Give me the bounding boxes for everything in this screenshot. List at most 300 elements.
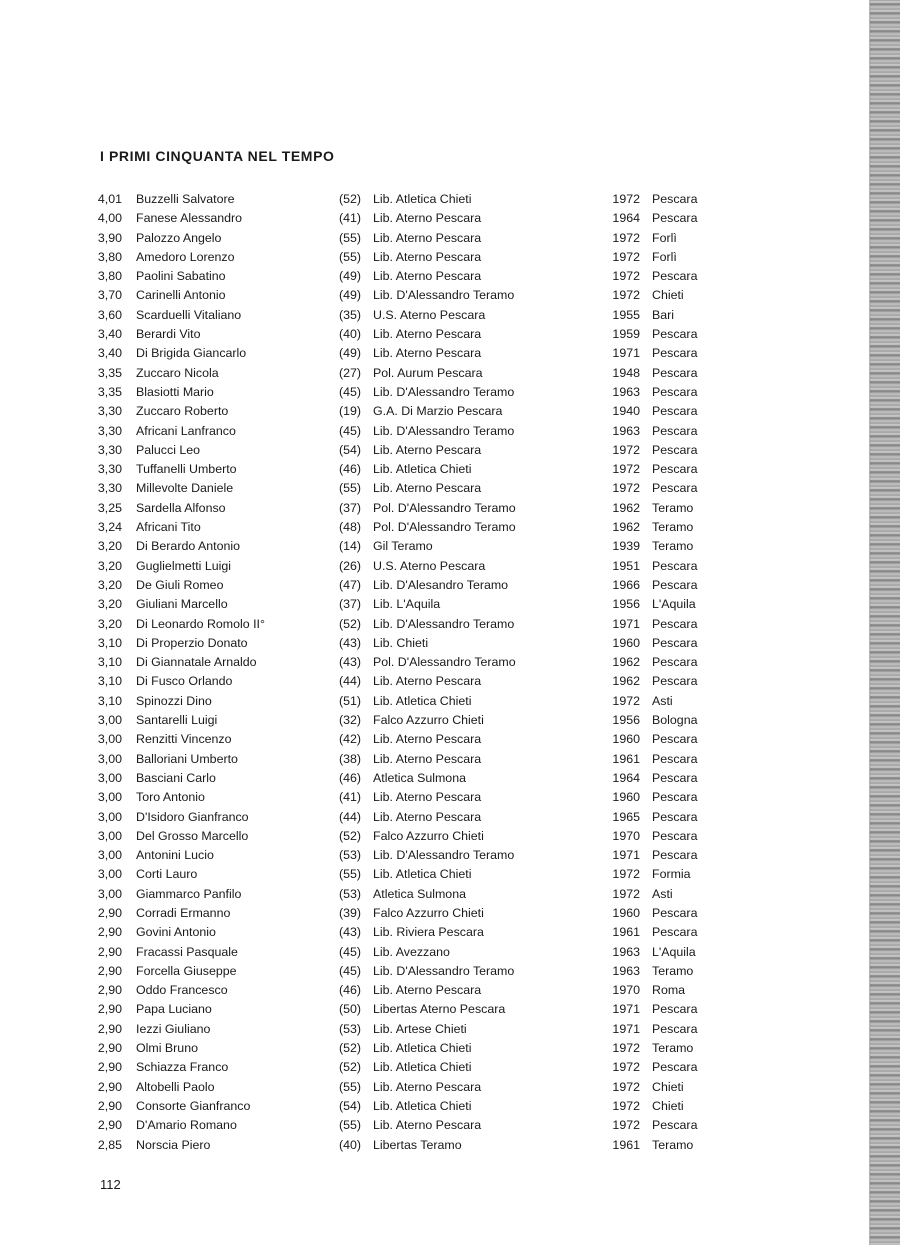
mark-cell: 3,00 (97, 848, 122, 863)
athlete-name: Consorte Gianfranco (136, 1098, 251, 1113)
record-place: Asti (652, 886, 673, 901)
athlete-name: Schiazza Franco (136, 1060, 229, 1075)
mark-cell: 2,90 (97, 963, 122, 978)
record-year: 1972 (612, 693, 640, 708)
list-item (0, 808, 868, 827)
list-item (0, 788, 868, 807)
club-name: Lib. Aterno Pescara (373, 211, 482, 226)
club-name: Lib. Aterno Pescara (373, 442, 482, 457)
athlete-name: D'Isidoro Gianfranco (136, 809, 249, 824)
athlete-name: Renzitti Vincenzo (136, 732, 232, 747)
record-place: Pescara (652, 1021, 698, 1036)
record-year: 1956 (612, 597, 640, 612)
list-item (0, 730, 868, 749)
list-item (0, 1039, 868, 1058)
record-year: 1972 (612, 1118, 640, 1133)
record-place: Pescara (652, 442, 698, 457)
athlete-name: Di Berardo Antonio (136, 539, 241, 554)
athlete-name: Paolini Sabatino (136, 269, 226, 284)
list-item (0, 402, 868, 421)
mark-cell: 3,90 (97, 230, 122, 245)
club-name: Lib. Aterno Pescara (373, 809, 482, 824)
athlete-name: Fracassi Pasquale (136, 944, 238, 959)
athlete-name: Di Properzio Donato (136, 635, 248, 650)
record-year: 1955 (612, 307, 640, 322)
record-year: 1948 (612, 365, 640, 380)
mark-cell: 2,90 (97, 1041, 122, 1056)
list-item (0, 422, 868, 441)
record-place: Pescara (652, 828, 698, 843)
list-item (0, 267, 868, 286)
list-item (0, 981, 868, 1000)
record-place: Pescara (652, 365, 698, 380)
mark-cell: 3,40 (97, 327, 122, 342)
record-place: Pescara (652, 404, 698, 419)
record-place: L'Aquila (652, 944, 696, 959)
list-item (0, 653, 868, 672)
mark-cell: 3,20 (97, 597, 122, 612)
mark-cell: 3,20 (97, 577, 122, 592)
birth-year: (49) (338, 288, 361, 303)
club-name: Lib. Aterno Pescara (373, 732, 482, 747)
club-name: Lib. D'Alessandro Teramo (373, 848, 515, 863)
record-place: Pescara (652, 848, 698, 863)
record-year: 1971 (612, 848, 640, 863)
mark-cell: 3,00 (97, 809, 122, 824)
record-year: 1963 (612, 944, 640, 959)
list-item (0, 943, 868, 962)
mark-cell: 2,90 (97, 1002, 122, 1017)
birth-year: (51) (338, 693, 361, 708)
birth-year: (50) (338, 1002, 361, 1017)
birth-year: (52) (338, 1060, 361, 1075)
birth-year: (46) (338, 983, 361, 998)
birth-year: (32) (338, 713, 361, 728)
athlete-name: Antonini Lucio (136, 848, 214, 863)
athlete-name: Berardi Vito (136, 327, 201, 342)
mark-cell: 3,30 (97, 442, 122, 457)
club-name: Libertas Aterno Pescara (373, 1002, 506, 1017)
birth-year: (55) (338, 867, 361, 882)
record-place: Forlì (652, 230, 677, 245)
athlete-name: Papa Luciano (136, 1002, 212, 1017)
birth-year: (40) (338, 327, 361, 342)
athlete-name: Govini Antonio (136, 925, 216, 940)
mark-cell: 2,90 (97, 1098, 122, 1113)
record-year: 1960 (612, 732, 640, 747)
mark-cell: 3,25 (97, 500, 122, 515)
record-year: 1960 (612, 635, 640, 650)
list-item (0, 537, 868, 556)
athlete-name: Toro Antonio (136, 790, 205, 805)
club-name: Lib. Atletica Chieti (373, 1041, 472, 1056)
list-item (0, 460, 868, 479)
record-place: Pescara (652, 346, 698, 361)
athlete-name: Di Leonardo Romolo II° (136, 616, 265, 631)
record-place: Pescara (652, 770, 698, 785)
list-item (0, 750, 868, 769)
club-name: Lib. Aterno Pescara (373, 751, 482, 766)
club-name: Lib. D'Alessandro Teramo (373, 963, 515, 978)
club-name: Lib. Aterno Pescara (373, 1079, 482, 1094)
list-item (0, 1116, 868, 1135)
record-year: 1972 (612, 867, 640, 882)
list-item (0, 1078, 868, 1097)
record-place: Pescara (652, 751, 698, 766)
record-place: Teramo (652, 1041, 694, 1056)
mark-cell: 3,00 (97, 770, 122, 785)
club-name: Lib. Avezzano (373, 944, 450, 959)
list-item (0, 518, 868, 537)
list-item (0, 595, 868, 614)
athlete-name: Di Giannatale Arnaldo (136, 655, 257, 670)
birth-year: (45) (338, 384, 361, 399)
record-place: Pescara (652, 635, 698, 650)
mark-cell: 3,00 (97, 867, 122, 882)
club-name: Lib. Chieti (373, 635, 429, 650)
birth-year: (43) (338, 635, 361, 650)
record-place: Pescara (652, 616, 698, 631)
athlete-name: Corradi Ermanno (136, 905, 231, 920)
record-year: 1963 (612, 423, 640, 438)
record-year: 1966 (612, 577, 640, 592)
list-item (0, 1097, 868, 1116)
birth-year: (52) (338, 828, 361, 843)
club-name: Lib. Aterno Pescara (373, 1118, 482, 1133)
record-year: 1972 (612, 1098, 640, 1113)
record-year: 1972 (612, 230, 640, 245)
page-number: 112 (100, 1177, 121, 1192)
record-place: Pescara (652, 925, 698, 940)
record-year: 1960 (612, 790, 640, 805)
club-name: Falco Azzurro Chieti (373, 713, 484, 728)
club-name: Lib. D'Alesandro Teramo (373, 577, 509, 592)
list-item (0, 479, 868, 498)
record-place: Pescara (652, 1118, 698, 1133)
mark-cell: 3,00 (97, 751, 122, 766)
club-name: Pol. D'Alessandro Teramo (373, 500, 516, 515)
list-item (0, 325, 868, 344)
record-year: 1972 (612, 462, 640, 477)
list-item (0, 827, 868, 846)
athlete-name: Amedoro Lorenzo (136, 249, 235, 264)
athlete-name: Buzzelli Salvatore (136, 192, 235, 206)
birth-year: (44) (338, 809, 361, 824)
mark-cell: 3,40 (97, 346, 122, 361)
record-year: 1939 (612, 539, 640, 554)
record-place: Pescara (652, 790, 698, 805)
birth-year: (44) (338, 674, 361, 689)
club-name: U.S. Aterno Pescara (373, 307, 486, 322)
club-name: Lib. D'Alessandro Teramo (373, 616, 515, 631)
athlete-name: Balloriani Umberto (136, 751, 238, 766)
mark-cell: 3,60 (97, 307, 122, 322)
list-item (0, 229, 868, 248)
record-place: Pescara (652, 211, 698, 226)
list-item (0, 923, 868, 942)
list-item (0, 672, 868, 691)
record-place: Teramo (652, 520, 694, 535)
record-year: 1962 (612, 655, 640, 670)
mark-cell: 4,01 (97, 192, 122, 206)
club-name: Lib. Atletica Chieti (373, 693, 472, 708)
record-year: 1951 (612, 558, 640, 573)
record-place: Pescara (652, 327, 698, 342)
record-year: 1972 (612, 249, 640, 264)
record-place: Pescara (652, 481, 698, 496)
list-item (0, 190, 868, 209)
birth-year: (45) (338, 423, 361, 438)
birth-year: (37) (338, 500, 361, 515)
birth-year: (45) (338, 963, 361, 978)
record-year: 1963 (612, 384, 640, 399)
birth-year: (48) (338, 520, 361, 535)
list-item (0, 885, 868, 904)
birth-year: (45) (338, 944, 361, 959)
athlete-name: Scarduelli Vitaliano (136, 307, 242, 322)
birth-year: (41) (338, 211, 361, 226)
birth-year: (37) (338, 597, 361, 612)
record-year: 1971 (612, 1021, 640, 1036)
mark-cell: 3,10 (97, 674, 122, 689)
birth-year: (55) (338, 1118, 361, 1133)
list-item (0, 209, 868, 228)
mark-cell: 2,90 (97, 1079, 122, 1094)
list-item (0, 499, 868, 518)
mark-cell: 4,00 (97, 211, 122, 226)
club-name: Lib. L'Aquila (373, 597, 441, 612)
record-year: 1970 (612, 828, 640, 843)
club-name: Lib. Atletica Chieti (373, 462, 472, 477)
club-name: Pol. D'Alessandro Teramo (373, 520, 516, 535)
list-item (0, 1020, 868, 1039)
record-place: Teramo (652, 539, 694, 554)
club-name: Pol. D'Alessandro Teramo (373, 655, 516, 670)
list-item (0, 769, 868, 788)
record-year: 1972 (612, 1060, 640, 1075)
record-place: Teramo (652, 500, 694, 515)
birth-year: (46) (338, 770, 361, 785)
club-name: G.A. Di Marzio Pescara (373, 404, 503, 419)
record-place: Pescara (652, 384, 698, 399)
club-name: Lib. Aterno Pescara (373, 327, 482, 342)
mark-cell: 3,20 (97, 558, 122, 573)
record-year: 1972 (612, 1041, 640, 1056)
mark-cell: 2,90 (97, 1118, 122, 1133)
athlete-name: Carinelli Antonio (136, 288, 226, 303)
athlete-name: Palucci Leo (136, 442, 201, 457)
athlete-name: Norscia Piero (136, 1137, 211, 1152)
record-place: Chieti (652, 1098, 684, 1113)
record-year: 1959 (612, 327, 640, 342)
birth-year: (49) (338, 346, 361, 361)
record-place: Bologna (652, 713, 698, 728)
page-title: I PRIMI CINQUANTA NEL TEMPO (100, 148, 335, 164)
athlete-name: Africani Lanfranco (136, 423, 236, 438)
record-year: 1972 (612, 288, 640, 303)
athlete-name: Giammarco Panfilo (136, 886, 242, 901)
scanned-page-edge (870, 0, 900, 1245)
athlete-name: Oddo Francesco (136, 983, 228, 998)
list-item (0, 306, 868, 325)
record-year: 1962 (612, 500, 640, 515)
club-name: Lib. D'Alessandro Teramo (373, 288, 515, 303)
mark-cell: 3,00 (97, 790, 122, 805)
mark-cell: 3,10 (97, 635, 122, 650)
athlete-name: Olmi Bruno (136, 1041, 198, 1056)
birth-year: (53) (338, 1021, 361, 1036)
mark-cell: 3,80 (97, 269, 122, 284)
athlete-name: Del Grosso Marcello (136, 828, 249, 843)
club-name: Lib. Atletica Chieti (373, 1060, 472, 1075)
list-item (0, 557, 868, 576)
athlete-name: Blasiotti Mario (136, 384, 214, 399)
birth-year: (26) (338, 558, 361, 573)
record-place: Bari (652, 307, 675, 322)
club-name: Lib. D'Alessandro Teramo (373, 384, 515, 399)
club-name: Lib. Atletica Chieti (373, 867, 472, 882)
birth-year: (35) (338, 307, 361, 322)
record-place: Asti (652, 693, 673, 708)
record-place: Teramo (652, 1137, 694, 1152)
record-year: 1972 (612, 269, 640, 284)
mark-cell: 3,10 (97, 693, 122, 708)
athlete-name: Forcella Giuseppe (136, 963, 237, 978)
club-name: Lib. Riviera Pescara (373, 925, 484, 940)
birth-year: (14) (338, 539, 361, 554)
list-item (0, 576, 868, 595)
list-item (0, 344, 868, 363)
birth-year: (47) (338, 577, 361, 592)
record-place: Pescara (652, 269, 698, 284)
record-year: 1961 (612, 925, 640, 940)
list-item (0, 364, 868, 383)
mark-cell: 2,85 (97, 1137, 122, 1152)
birth-year: (38) (338, 751, 361, 766)
birth-year: (52) (338, 1041, 361, 1056)
list-item (0, 441, 868, 460)
club-name: Lib. Aterno Pescara (373, 983, 482, 998)
athlete-name: D'Amario Romano (136, 1118, 237, 1133)
record-place: Pescara (652, 655, 698, 670)
record-place: Teramo (652, 963, 694, 978)
athlete-name: Giuliani Marcello (136, 597, 228, 612)
birth-year: (53) (338, 848, 361, 863)
athlete-name: Basciani Carlo (136, 770, 216, 785)
record-place: Chieti (652, 1079, 684, 1094)
record-year: 1962 (612, 520, 640, 535)
birth-year: (27) (338, 365, 361, 380)
mark-cell: 3,00 (97, 828, 122, 843)
birth-year: (55) (338, 481, 361, 496)
mark-cell: 3,24 (97, 520, 122, 535)
mark-cell: 3,00 (97, 713, 122, 728)
birth-year: (19) (338, 404, 361, 419)
record-place: Pescara (652, 577, 698, 592)
list-item (0, 634, 868, 653)
record-year: 1963 (612, 963, 640, 978)
club-name: Lib. Aterno Pescara (373, 269, 482, 284)
mark-cell: 2,90 (97, 1021, 122, 1036)
birth-year: (55) (338, 230, 361, 245)
mark-cell: 2,90 (97, 1060, 122, 1075)
club-name: Lib. Atletica Chieti (373, 192, 472, 206)
athlete-name: De Giuli Romeo (136, 577, 224, 592)
record-year: 1964 (612, 770, 640, 785)
mark-cell: 3,30 (97, 462, 122, 477)
record-year: 1940 (612, 404, 640, 419)
record-year: 1971 (612, 616, 640, 631)
birth-year: (49) (338, 269, 361, 284)
record-place: Forlì (652, 249, 677, 264)
mark-cell: 2,90 (97, 925, 122, 940)
mark-cell: 3,00 (97, 886, 122, 901)
birth-year: (39) (338, 905, 361, 920)
list-item (0, 962, 868, 981)
record-place: L'Aquila (652, 597, 696, 612)
list-item (0, 711, 868, 730)
athlete-name: Zuccaro Nicola (136, 365, 219, 380)
athlete-name: Di Brigida Giancarlo (136, 346, 247, 361)
record-place: Chieti (652, 288, 684, 303)
record-year: 1971 (612, 346, 640, 361)
list-item (0, 383, 868, 402)
record-year: 1972 (612, 442, 640, 457)
club-name: Gil Teramo (373, 539, 433, 554)
club-name: Lib. Aterno Pescara (373, 346, 482, 361)
record-year: 1972 (612, 886, 640, 901)
list-item (0, 1058, 868, 1077)
club-name: Lib. Artese Chieti (373, 1021, 467, 1036)
list-item (0, 865, 868, 884)
athlete-name: Zuccaro Roberto (136, 404, 229, 419)
athlete-name: Africani Tito (136, 520, 201, 535)
mark-cell: 3,20 (97, 616, 122, 631)
club-name: Lib. Aterno Pescara (373, 674, 482, 689)
record-place: Pescara (652, 558, 698, 573)
mark-cell: 3,00 (97, 732, 122, 747)
record-place: Formia (652, 867, 691, 882)
record-place: Pescara (652, 809, 698, 824)
record-year: 1972 (612, 192, 640, 206)
mark-cell: 3,80 (97, 249, 122, 264)
birth-year: (52) (338, 616, 361, 631)
record-place: Pescara (652, 462, 698, 477)
birth-year: (52) (338, 192, 361, 206)
birth-year: (42) (338, 732, 361, 747)
record-year: 1971 (612, 1002, 640, 1017)
birth-year: (43) (338, 655, 361, 670)
record-year: 1972 (612, 481, 640, 496)
record-year: 1962 (612, 674, 640, 689)
mark-cell: 3,30 (97, 423, 122, 438)
mark-cell: 3,30 (97, 404, 122, 419)
record-year: 1956 (612, 713, 640, 728)
record-place: Pescara (652, 1060, 698, 1075)
athlete-name: Sardella Alfonso (136, 500, 226, 515)
birth-year: (53) (338, 886, 361, 901)
list-item (0, 904, 868, 923)
athlete-name: Altobelli Paolo (136, 1079, 215, 1094)
list-item (0, 615, 868, 634)
record-place: Pescara (652, 192, 698, 206)
record-year: 1961 (612, 751, 640, 766)
record-place: Roma (652, 983, 686, 998)
birth-year: (54) (338, 1098, 361, 1113)
athlete-name: Millevolte Daniele (136, 481, 234, 496)
list-item (0, 286, 868, 305)
record-place: Pescara (652, 423, 698, 438)
